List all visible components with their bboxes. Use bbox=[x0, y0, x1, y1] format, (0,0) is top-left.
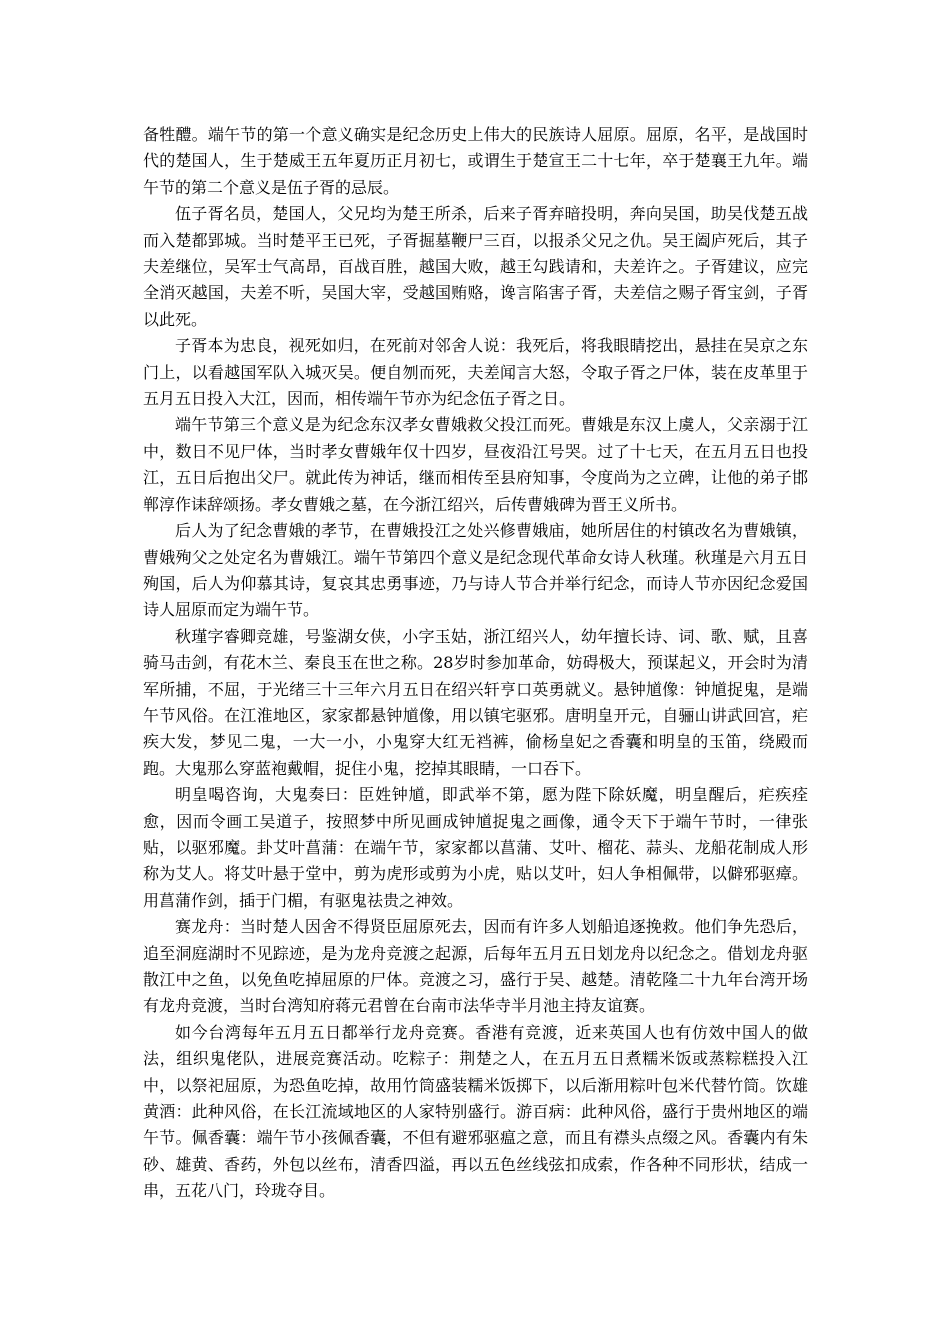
paragraph-7: 明皇喝咨询，大鬼奏曰：臣姓钟馗，即武举不第，愿为陛下除妖魔，明皇醒后，疟疾痊愈，因而令画工吴道子，按照梦中所见画成钟馗捉鬼之画像，通令天下于端午节时，一律张贴，以驱邪魔。卦艾叶菖蒲：在端午节，家家都以菖蒲、艾叶、榴花、蒜头、龙船花制成人形称为艾人。将艾叶悬于堂中，剪为虎形或剪为小虎，贴以艾叶，妇人争相佩带，以僻邪驱瘴。用菖蒲作剑，插于门楣，有驱鬼祛贵之神效。 bbox=[143, 785, 808, 910]
paragraph-9: 如今台湾每年五月五日都举行龙舟竞赛。香港有竞渡，近来英国人也有仿效中国人的做法，组织鬼佬队，进展竞赛活动。吃粽子：荆楚之人，在五月五日煮糯米饭或蒸粽糕投入江中，以祭祀屈原，为恐鱼吃掉，故用竹筒盛装糯米饭掷下，以后渐用粽叶包米代替竹筒。饮雄黄酒：此种风俗，在长江流域地区的人家特别盛行。游百病：此种风俗，盛行于贵州地区的端午节。佩香囊：端午节小孩佩香囊，不但有避邪驱瘟之意，而且有襟头点缀之风。香囊内有朱砂、雄黄、香药，外包以丝布，清香四溢，再以五色丝线弦扣成索，作各种不同形状，结成一串，五花八门，玲珑夺目。 bbox=[143, 1022, 808, 1201]
paragraph-2: 伍子胥名员，楚国人，父兄均为楚王所杀，后来子胥弃暗投明，奔向吴国，助吴伐楚五战而入楚都郢城。当时楚平王已死，子胥掘墓鞭尸三百，以报杀父兄之仇。吴王阖庐死后，其子夫差继位，吴军士气高昂，百战百胜，越国大败，越王勾践请和，夫差许之。子胥建议，应完全消灭越国，夫差不听，吴国大宰，受越国贿赂，谗言陷害子胥，夫差信之赐子胥宝剑，子胥以此死。 bbox=[143, 204, 808, 329]
paragraph-5: 后人为了纪念曹娥的孝节，在曹娥投江之处兴修曹娥庙，她所居住的村镇改名为曹娥镇，曹娥殉父之处定名为曹娥江。端午节第四个意义是纪念现代革命女诗人秋瑾。秋瑾是六月五日殉国，后人为仰慕其诗，复哀其忠勇事迹，乃与诗人节合并举行纪念，而诗人节亦因纪念爱国诗人屈原而定为端午节。 bbox=[143, 521, 808, 620]
paragraph-8: 赛龙舟：当时楚人因舍不得贤臣屈原死去，因而有许多人划船追逐挽救。他们争先恐后，追至洞庭湖时不见踪迹，是为龙舟竞渡之起源，后每年五月五日划龙舟以纪念之。借划龙舟驱散江中之鱼，以免鱼吃掉屈原的尸体。竞渡之习，盛行于吴、越楚。清乾隆二十九年台湾开场有龙舟竞渡，当时台湾知府蒋元君曾在台南市法华寺半月池主持友谊赛。 bbox=[143, 917, 808, 1016]
paragraph-3: 子胥本为忠良，视死如归，在死前对邻舍人说：我死后，将我眼睛挖出，悬挂在吴京之东门上，以看越国军队入城灭吴。便自刎而死，夫差闻言大怒，令取子胥之尸体，装在皮革里于五月五日投入大江，因而，相传端午节亦为纪念伍子胥之日。 bbox=[143, 336, 808, 409]
paragraph-6: 秋瑾字睿卿竞雄，号鉴湖女侠，小字玉姑，浙江绍兴人，幼年擅长诗、词、歌、赋，且喜骑马击剑，有花木兰、秦良玉在世之称。28岁时参加革命，妨碍极大，预谋起义，开会时为清军所捕，不屈，于光绪三十三年六月五日在绍兴轩亨口英勇就义。悬钟馗像：钟馗捉鬼，是端午节风俗。在江淮地区，家家都悬钟馗像，用以镇宅驱邪。唐明皇开元，自骊山讲武回宫，疟疾大发，梦见二鬼，一大一小，小鬼穿大红无裆裤，偷杨皇妃之香囊和明皇的玉笛，绕殿而跑。大鬼那么穿蓝袍戴帽，捉住小鬼，挖掉其眼睛，一口吞下。 bbox=[143, 626, 808, 778]
paragraph-1: 备牲醴。端午节的第一个意义确实是纪念历史上伟大的民族诗人屈原。屈原，名平，是战国时代的楚国人，生于楚威王五年夏历正月初七，或谓生于楚宣王二十七年，卒于楚襄王九年。端午节的第二个意义是伍子胥的忌辰。 bbox=[143, 125, 808, 197]
document-page bbox=[143, 122, 808, 1205]
paragraph-4: 端午节第三个意义是为纪念东汉孝女曹娥救父投江而死。曹娥是东汉上虞人，父亲溺于江中，数日不见尸体，当时孝女曹娥年仅十四岁，昼夜沿江号哭。过了十七天，在五月五日也投江，五日后抱出父尸。就此传为神话，继而相传至县府知事，令度尚为之立碑，让他的弟子邯郸淳作诔辞颂扬。孝女曹娥之墓，在今浙江绍兴，后传曹娥碑为晋王义所书。 bbox=[143, 415, 808, 514]
